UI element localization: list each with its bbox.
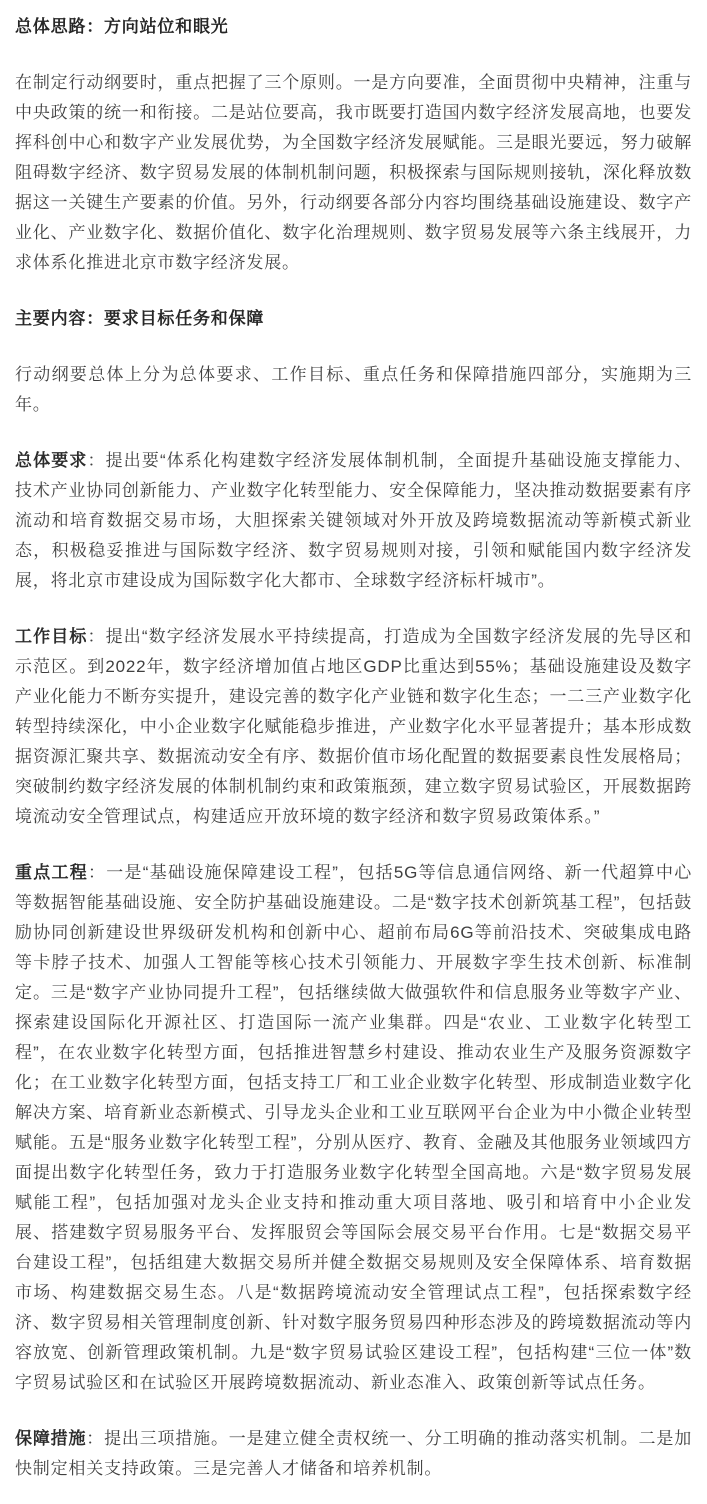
paragraph-text: ：提出“数字经济发展水平持续提高，打造成为全国数字经济发展的先导区和示范区。到2022年，数字经济增加值占地区GDP比重达到55%；基础设施建设及数字产业化能力不断夯实提升，建设完善的数字化产业链和数字化生态；一二三产业数字化转型持续深化，中小企业数字化赋能稳步推进，产业数字化水平显著提升；基本形成数据资源汇聚共享、数据流动安全有序、数据价值市场化配置的数据要素良性发展格局；突破制约数字经济发展的体制机制约束和政策瓶颈，建立数字贸易试验区，开展数据跨境流动安全管理试点，构建适应开放环境的数字经济和数字贸易政策体系。” [15,627,693,826]
section-heading-main-content: 主要内容：要求目标任务和保障 [15,309,265,328]
paragraph-overall-approach: 在制定行动纲要时，重点把握了三个原则。一是方向要准，全面贯彻中央精神，注重与中央政策的统一和衔接。二是站位要高，我市既要打造国内数字经济发展高地，也要发挥科创中心和数字产业发展优势，为全国数字经济发展赋能。三是眼光要远，努力破解阻碍数字经济、数字贸易发展的体制机制问题，积极探索与国际规则接轨，深化释放数据这一关键生产要素的价值。另外，行动纲要各部分内容均围绕基础设施建设、数字产业化、产业数字化、数据价值化、数字化治理规则、数字贸易发展等六条主线展开，力求体系化推进北京市数字经济发展。 [15,73,692,272]
paragraph-work-goals [15,622,692,832]
section-heading-overall-approach: 总体思路：方向站位和眼光 [15,17,229,36]
paragraph-structure-overview: 行动纲要总体上分为总体要求、工作目标、重点任务和保障措施四部分，实施期为三年。 [15,365,692,414]
paragraph-key-projects [15,858,692,1398]
paragraph-text: ：一是“基础设施保障建设工程”，包括5G等信息通信网络、新一代超算中心等数据智能基础设施、安全防护基础设施建设。二是“数字技术创新筑基工程”，包括鼓励协同创新建设世界级研发机构和创新中心、超前布局6G等前沿技术、突破集成电路等卡脖子技术、加强人工智能等核心技术引领能力、开展数字孪生技术创新、标准制定。三是“数字产业协同提升工程”，包括继续做大做强软件和信息服务业等数字产业、探索建设国际化开源社区、打造国际一流产业集群。四是“农业、工业数字化转型工程”，在农业数字化转型方面，包括推进智慧乡村建设、推动农业生产及服务资源数字化；在工业数字化转型方面，包括支持工厂和工业企业数字化转型、形成制造业数字化解决方案、培育新业态新模式、引导龙头企业和工业互联网平台企业为中小微企业转型赋能。五是“服务业数字化转型工程”，分别从医疗、教育、金融及其他服务业领域四方面提出数字化转型任务，致力于打造服务业数字化转型全国高地。六是“数字贸易发展赋能工程”，包括加强对龙头企业支持和推动重大项目落地、吸引和培育中小企业发展、搭建数字贸易服务平台、发挥服贸会等国际会展交易平台作用。七是“数据交易平台建设工程”，包括组建大数据交易所并健全数据交易规则及安全保障体系、培育数据市场、构建数据交易生态。八是“数据跨境流动安全管理试点工程”，包括探索数字经济、数字贸易相关管理制度创新、针对数字服务贸易四种形态涉及的跨境数据流动等内容放宽、创新管理政策机制。九是“数字贸易试验区建设工程”，包括构建“三位一体”数字贸易试验区和在试验区开展跨境数据流动、新业态准入、政策创新等试点任务。 [15,863,692,1392]
paragraph-general-requirements [15,446,692,596]
paragraph-label-key-projects: 重点工程 [15,863,89,882]
paragraph-label-general-requirements: 总体要求 [15,451,88,470]
paragraph-safeguard-measures [15,1424,692,1484]
paragraph-label-work-goals: 工作目标 [15,627,88,646]
paragraph-text: ：提出三项措施。一是建立健全责权统一、分工明确的推动落实机制。二是加快制定相关支持政策。三是完善人才储备和培养机制。 [15,1429,692,1478]
paragraph-text: ：提出要“体系化构建数字经济发展体制机制，全面提升基础设施支撑能力、技术产业协同创新能力、产业数字化转型能力、安全保障能力，坚决推动数据要素有序流动和培育数据交易市场，大胆探索关键领域对外开放及跨境数据流动等新模式新业态，积极稳妥推进与国际数字经济、数字贸易规则对接，引领和赋能国内数字经济发展，将北京市建设成为国际数字化大都市、全球数字经济标杆城市”。 [15,451,693,590]
paragraph-label-safeguard-measures: 保障措施 [15,1429,87,1448]
